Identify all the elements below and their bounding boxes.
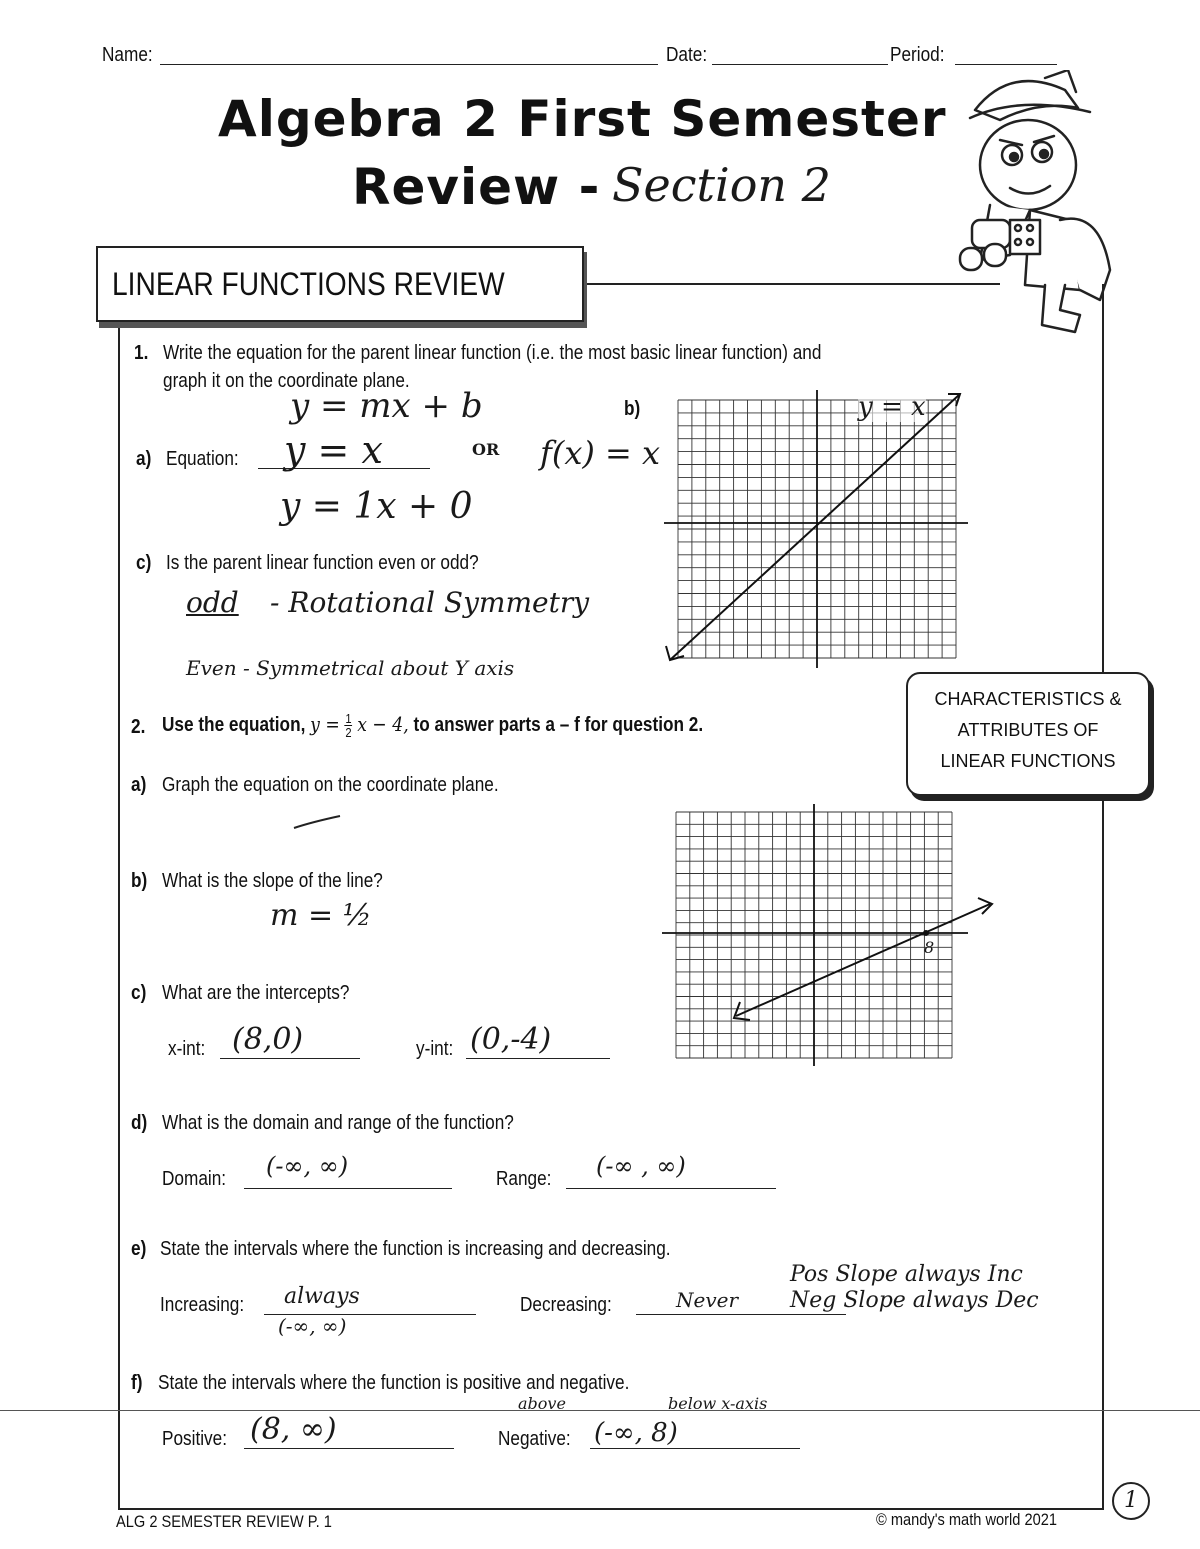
q2-hw-y-int: (0,-4)	[470, 1022, 552, 1057]
q2-coordinate-plane[interactable]	[660, 802, 1000, 1068]
period-field[interactable]	[955, 64, 1057, 65]
q2-hw-increasing: always	[284, 1284, 360, 1309]
q2-hw-increasing-interval: (-∞, ∞)	[278, 1314, 347, 1338]
q2-e-prompt: State the intervals where the function is increasing and decreasing.	[160, 1238, 671, 1260]
q1-prompt-line2: graph it on the coordinate plane.	[163, 370, 410, 392]
q2-f-prompt: State the intervals where the function is positive and negative.	[158, 1372, 630, 1394]
q2-number: 2.	[131, 716, 146, 738]
page-number-circle	[1112, 1482, 1150, 1520]
q2-b-prompt: What is the slope of the line?	[162, 870, 383, 892]
callout-line-2: ATTRIBUTES OF	[957, 720, 1099, 740]
y-int-label: y-int:	[416, 1038, 454, 1060]
q1-graph-line	[670, 394, 960, 660]
period-label: Period:	[890, 44, 945, 66]
q2-d-letter: d)	[131, 1112, 148, 1134]
domain-label: Domain:	[162, 1168, 227, 1190]
q2-prompt	[162, 712, 703, 739]
q1-part-a-letter: a)	[136, 448, 152, 470]
q2-hw-negative: (-∞, 8)	[594, 1418, 678, 1448]
negative-label: Negative:	[498, 1428, 571, 1450]
q1-part-c-prompt: Is the parent linear function even or odd?	[166, 552, 479, 574]
q2-hw-note-neg: Neg Slope always Dec	[790, 1288, 1039, 1313]
q2-frac-num: 1	[345, 711, 352, 727]
footer-left: ALG 2 SEMESTER REVIEW P. 1	[116, 1512, 332, 1531]
q2-e-letter: e)	[131, 1238, 147, 1260]
q2-prompt-start: Use the equation,	[162, 714, 306, 736]
section-heading-box	[96, 246, 584, 322]
q2-fraction	[345, 712, 353, 739]
q2-hw-domain: (-∞, ∞)	[266, 1152, 349, 1180]
q1-hw-odd-reason: - Rotational Symmetry	[270, 586, 590, 619]
callout-line-1: CHARACTERISTICS &	[934, 689, 1122, 709]
q1-coordinate-plane[interactable]	[660, 388, 972, 670]
page-subtitle: Review -	[352, 158, 601, 216]
q1-number: 1.	[134, 342, 149, 364]
q1-part-b-letter: b)	[624, 398, 641, 420]
q2-hw-range: (-∞ , ∞)	[596, 1152, 686, 1180]
subtitle-handwritten: Section 2	[612, 158, 831, 212]
page-number: 1	[1124, 1488, 1138, 1513]
q1-hw-even: Even - Symmetrical about Y axis	[186, 656, 515, 680]
q2-hw-positive: (8, ∞)	[250, 1412, 337, 1447]
q2-c-prompt: What are the intercepts?	[162, 982, 350, 1004]
q2-prompt-end: to answer parts a – f for question 2.	[413, 714, 704, 736]
negative-field[interactable]	[590, 1448, 800, 1449]
decreasing-label: Decreasing:	[520, 1294, 612, 1316]
name-field[interactable]	[160, 64, 658, 65]
q2-hw-point-label: 8	[924, 938, 935, 957]
range-field[interactable]	[566, 1188, 776, 1189]
increasing-label: Increasing:	[160, 1294, 245, 1316]
q2-hw-decreasing: Never	[676, 1288, 739, 1312]
x-int-label: x-int:	[168, 1038, 206, 1060]
q1-hw-or: OR	[472, 440, 500, 459]
q1-hw-fx: f(x) = x	[540, 434, 661, 472]
positive-label: Positive:	[162, 1428, 228, 1450]
date-label: Date:	[666, 44, 708, 66]
domain-field[interactable]	[244, 1188, 452, 1189]
y-int-field[interactable]	[466, 1058, 610, 1059]
callout-line-3: LINEAR FUNCTIONS	[940, 751, 1116, 771]
footer-right: © mandy's math world 2021	[876, 1510, 1057, 1529]
q2-hw-below: below x-axis	[668, 1394, 768, 1413]
q2-frac-den: 2	[345, 725, 352, 741]
q1-hw-expanded: y = 1x + 0	[280, 486, 473, 527]
q1-prompt-line1: Write the equation for the parent linear function (i.e. the most basic linear function) and	[163, 342, 822, 364]
q2-hw-above: above	[518, 1394, 566, 1413]
section-top-rule	[582, 283, 1000, 285]
q2-hw-slope: m = ½	[270, 898, 372, 933]
q1-part-c-letter: c)	[136, 552, 152, 574]
q1-hw-equation: y = x	[284, 428, 383, 472]
q2-c-letter: c)	[131, 982, 147, 1004]
q1-hw-odd: odd	[186, 586, 239, 619]
q2-a-prompt: Graph the equation on the coordinate plane.	[162, 774, 499, 796]
page-title: Algebra 2 First Semester	[218, 90, 947, 148]
characteristics-callout	[906, 672, 1150, 796]
q2-a-letter: a)	[131, 774, 147, 796]
q2-hw-note-pos: Pos Slope always Inc	[790, 1262, 1023, 1287]
q1-equation-label: Equation:	[166, 448, 239, 470]
section-heading: LINEAR FUNCTIONS REVIEW	[112, 266, 505, 302]
q2-hw-x-int: (8,0)	[232, 1022, 304, 1057]
x-int-field[interactable]	[220, 1058, 360, 1059]
name-label: Name:	[102, 44, 153, 66]
range-label: Range:	[496, 1168, 552, 1190]
scan-line	[0, 1410, 1200, 1411]
q2-equation-lhs: y =	[310, 712, 340, 736]
positive-field[interactable]	[244, 1448, 454, 1449]
q2-hw-checkmark-icon	[292, 812, 344, 832]
q1-hw-graph-label: y = x	[858, 392, 926, 422]
q2-b-letter: b)	[131, 870, 148, 892]
decreasing-field[interactable]	[636, 1314, 846, 1315]
date-field[interactable]	[712, 64, 888, 65]
q2-f-letter: f)	[131, 1372, 143, 1394]
q2-d-prompt: What is the domain and range of the function?	[162, 1112, 514, 1134]
q2-equation-rhs: x − 4,	[357, 712, 409, 736]
q1-hw-general-form: y = mx + b	[290, 386, 483, 426]
q2-x-intercept-point	[923, 930, 929, 936]
